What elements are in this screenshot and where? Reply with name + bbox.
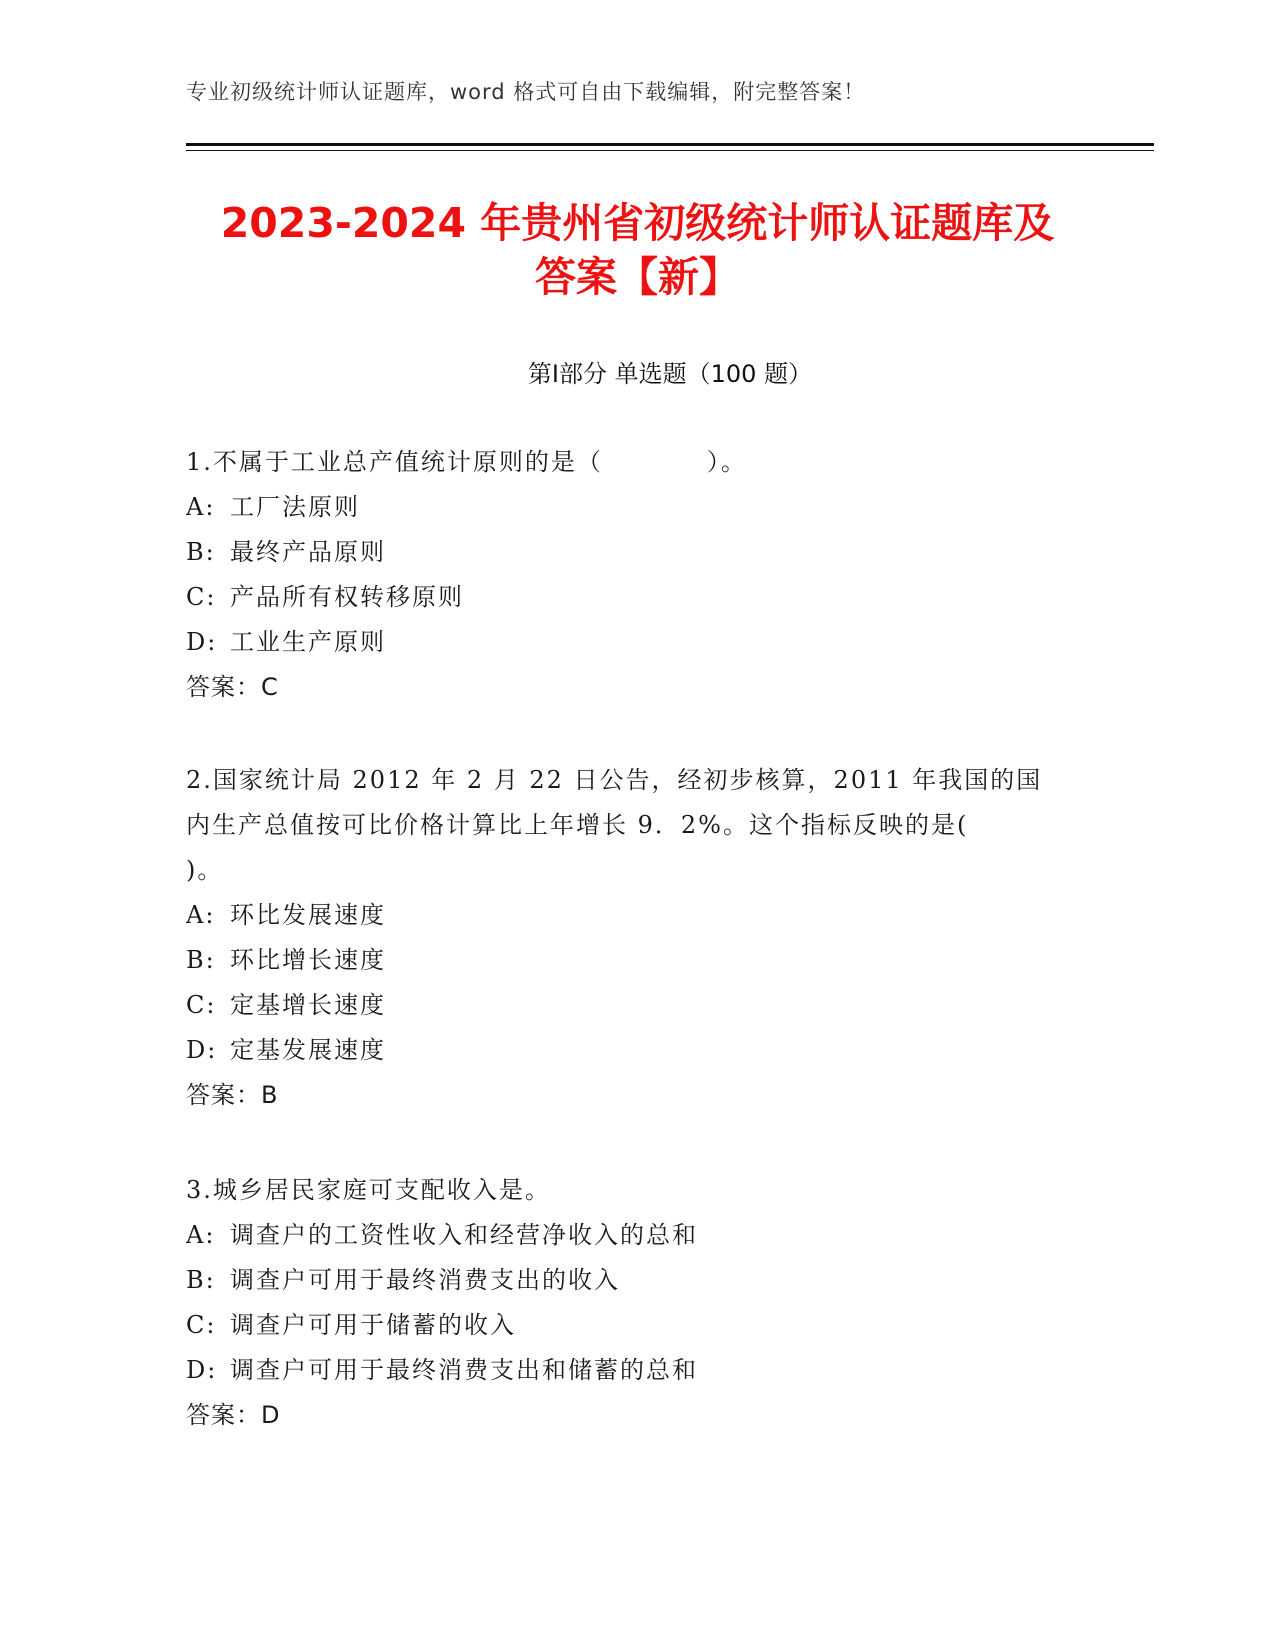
- option-key: B:: [186, 1266, 216, 1294]
- option-key: D:: [186, 628, 218, 656]
- header-rule-thin: [186, 150, 1154, 151]
- question-text-line-1: 2.国家统计局 2012 年 2 月 22 日公告，经初步核算，2011 年我国的国: [186, 766, 1043, 794]
- option-d: [186, 1348, 1066, 1393]
- header-rule-thick: [186, 143, 1154, 146]
- option-text: 环比增长速度: [230, 946, 386, 974]
- option-key: C:: [186, 991, 217, 1019]
- option-text: 环比发展速度: [230, 901, 386, 929]
- question-2: [186, 758, 1066, 1118]
- question-text: 3.城乡居民家庭可支配收入是。: [186, 1176, 551, 1204]
- option-key: A:: [186, 493, 216, 521]
- option-a: [186, 485, 1066, 530]
- option-text: 工厂法原则: [230, 493, 360, 521]
- option-text: 工业生产原则: [230, 628, 386, 656]
- option-key: C:: [186, 1311, 217, 1339]
- option-text: 定基发展速度: [230, 1036, 386, 1064]
- option-key: D:: [186, 1356, 218, 1384]
- option-a: [186, 1213, 1066, 1258]
- answer: 答案：C: [186, 673, 279, 701]
- option-key: B:: [186, 538, 216, 566]
- document-title: [140, 196, 1135, 304]
- question-text: 1.不属于工业总产值统计原则的是（ ）。: [186, 448, 747, 476]
- question-3: [186, 1168, 1066, 1438]
- option-c: [186, 983, 1066, 1028]
- option-a: [186, 893, 1066, 938]
- option-key: C:: [186, 583, 217, 611]
- option-text: 调查户可用于最终消费支出和储蓄的总和: [230, 1356, 698, 1384]
- option-c: [186, 1303, 1066, 1348]
- option-d: [186, 620, 1066, 665]
- option-b: [186, 938, 1066, 983]
- answer: 答案：B: [186, 1081, 279, 1109]
- option-text: 定基增长速度: [230, 991, 386, 1019]
- option-key: D:: [186, 1036, 218, 1064]
- option-key: A:: [186, 901, 216, 929]
- question-1: [186, 440, 1066, 710]
- title-line-2: 答案【新】: [535, 253, 740, 301]
- section-heading: 第Ⅰ部分 单选题（100 题）: [527, 360, 813, 388]
- option-key: A:: [186, 1221, 216, 1249]
- option-b: [186, 530, 1066, 575]
- option-text: 产品所有权转移原则: [230, 583, 464, 611]
- question-text-line-3: )。: [186, 856, 224, 884]
- option-text: 调查户可用于最终消费支出的收入: [230, 1266, 620, 1294]
- option-text: 最终产品原则: [230, 538, 386, 566]
- option-text: 调查户的工资性收入和经营净收入的总和: [230, 1221, 698, 1249]
- title-line-1: 2023-2024 年贵州省初级统计师认证题库及: [220, 199, 1055, 247]
- option-b: [186, 1258, 1066, 1303]
- header-note: 专业初级统计师认证题库，word 格式可自由下载编辑，附完整答案！: [186, 80, 866, 104]
- question-text-line-2: 内生产总值按可比价格计算比上年增长 9．2%。这个指标反映的是(: [186, 811, 969, 839]
- answer: 答案：D: [186, 1401, 281, 1429]
- option-key: B:: [186, 946, 216, 974]
- option-text: 调查户可用于储蓄的收入: [230, 1311, 516, 1339]
- option-d: [186, 1028, 1066, 1073]
- option-c: [186, 575, 1066, 620]
